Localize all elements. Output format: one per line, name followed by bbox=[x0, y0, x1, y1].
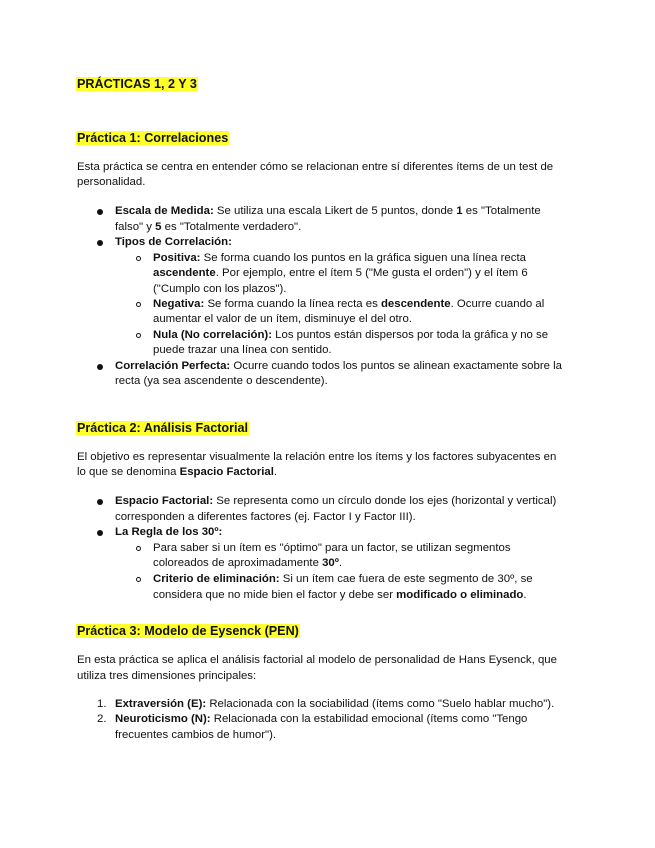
p1-sub-negativa-text2: . Ocurre cuando al bbox=[450, 298, 545, 310]
p3-item-neuroticismo-line-2: frecuentes cambios de humor"). bbox=[115, 729, 277, 741]
p3-item-neuroticismo-label: Neuroticismo (N): bbox=[115, 713, 211, 725]
sub-bullet-icon bbox=[136, 302, 141, 307]
p1-sub-nula-line-2: puede trazar una línea con sentido. bbox=[153, 344, 332, 356]
p2-sub-optimo-text: coloreados de aproximadamente bbox=[153, 557, 323, 569]
p1-sub-negativa-line-1 bbox=[153, 297, 544, 313]
p2-sub-optimo-end: . bbox=[338, 557, 343, 569]
p1-bullet-escala-label: Escala de Medida: bbox=[115, 205, 214, 217]
section-heading-3 bbox=[76, 623, 300, 641]
bullet-icon bbox=[97, 530, 103, 536]
p3-item-extraversion-text: Relacionada con la sociabilidad (ítems como "Suelo hablar mucho"). bbox=[206, 698, 555, 710]
p1-bullet-perfecta-line-1 bbox=[115, 359, 562, 375]
bullet-icon bbox=[97, 209, 103, 215]
p1-bullet-escala-text: Se utiliza una escala Likert de 5 puntos, donde bbox=[213, 205, 457, 217]
p1-bullet-tipos bbox=[115, 235, 232, 251]
p2-intro-line-1: El objetivo es representar visualmente la relación entre los ítems y los factores subyacentes en bbox=[77, 451, 557, 463]
p1-sub-nula-line-1 bbox=[153, 328, 548, 344]
sub-bullet-icon bbox=[136, 546, 141, 551]
section-heading-1-text: Práctica 1: Correlaciones bbox=[77, 131, 229, 145]
p1-bullet-perfecta-text: Ocurre cuando todos los puntos se alinean exactamente sobre la bbox=[230, 360, 563, 372]
p1-bullet-escala-line-1 bbox=[115, 204, 541, 220]
p2-bullet-regla-label: La Regla de los 30º: bbox=[115, 526, 223, 538]
section-heading-2-text: Práctica 2: Análisis Factorial bbox=[77, 421, 249, 435]
page-title-text: PRÁCTICAS 1, 2 Y 3 bbox=[77, 77, 197, 91]
section-heading-1 bbox=[76, 130, 229, 148]
p2-bullet-espacio-line-1 bbox=[115, 494, 556, 510]
p1-bullet-escala-text2: es "Totalmente bbox=[462, 205, 541, 217]
p2-bullet-espacio-text: Se representa como un círculo donde los ejes (horizontal y vertical) bbox=[213, 495, 557, 507]
page-title bbox=[76, 76, 198, 94]
p2-sub-optimo-line-1: Para saber si un ítem es "óptimo" para un factor, se utilizan segmentos bbox=[153, 542, 511, 554]
p2-sub-criterio-line-1 bbox=[153, 572, 533, 588]
p3-intro-line-1: En esta práctica se aplica el análisis factorial al modelo de personalidad de Hans Eysenck, que bbox=[77, 654, 557, 666]
p1-bullet-perfecta-label: Correlación Perfecta: bbox=[115, 360, 231, 372]
p2-bullet-espacio-label: Espacio Factorial: bbox=[115, 495, 214, 507]
p1-bullet-escala-num2: 5 bbox=[155, 221, 162, 233]
p1-sub-negativa-bold: descendente bbox=[380, 298, 451, 310]
p3-item-extraversion-label: Extraversión (E): bbox=[115, 698, 207, 710]
p2-sub-optimo-bold: 30º bbox=[322, 557, 339, 569]
p1-sub-positiva-line-3: ("Cumplo con los plazos"). bbox=[153, 283, 287, 295]
list-number: 1. bbox=[97, 698, 107, 710]
p1-sub-nula-text: Los puntos están dispersos por toda la gráfica y no se bbox=[271, 329, 549, 341]
p2-intro-text: lo que se denomina bbox=[77, 466, 180, 478]
p1-sub-negativa-label: Negativa: bbox=[153, 298, 205, 310]
p3-item-neuroticismo-text: Relacionada con la estabilidad emocional (ítems como "Tengo bbox=[210, 713, 528, 725]
bullet-icon bbox=[97, 364, 103, 370]
list-number: 2. bbox=[97, 713, 107, 725]
p1-sub-nula-label: Nula (No correlación): bbox=[153, 329, 272, 341]
p2-sub-optimo-line-2 bbox=[153, 556, 342, 572]
p2-bullet-espacio-line-2: corresponden a diferentes factores (ej. Factor I y Factor III). bbox=[115, 511, 416, 523]
p1-sub-negativa-text: Se forma cuando la línea recta es bbox=[204, 298, 381, 310]
p2-sub-criterio-bold: modificado o eliminado bbox=[396, 589, 524, 601]
p2-bullet-regla bbox=[115, 525, 222, 541]
p2-sub-criterio-end: . bbox=[523, 589, 527, 601]
p1-intro-line-1: Esta práctica se centra en entender cómo se relacionan entre sí diferentes ítems de un test de bbox=[77, 161, 554, 173]
p1-bullet-escala-text4: es "Totalmente verdadero". bbox=[161, 221, 302, 233]
bullet-icon bbox=[97, 240, 103, 246]
p2-sub-criterio-text2: considera que no mide bien el factor y debe ser bbox=[153, 589, 397, 601]
sub-bullet-icon bbox=[136, 577, 141, 582]
bullet-icon bbox=[97, 499, 103, 505]
p1-sub-positiva-text: Se forma cuando los puntos en la gráfica siguen una línea recta bbox=[200, 252, 526, 264]
section-heading-2 bbox=[76, 420, 249, 438]
p2-sub-criterio-text: Si un ítem cae fuera de este segmento de 30º, se bbox=[279, 573, 533, 585]
p1-sub-positiva-line-1 bbox=[153, 251, 526, 267]
p1-intro-line-2: personalidad. bbox=[77, 176, 146, 188]
p2-intro-end: . bbox=[273, 466, 278, 478]
p3-item-neuroticismo-line-1 bbox=[115, 712, 527, 728]
p1-bullet-escala-text3: falso" y bbox=[115, 221, 156, 233]
p1-bullet-tipos-label: Tipos de Correlación: bbox=[115, 236, 232, 248]
p2-sub-criterio-line-2 bbox=[153, 588, 527, 604]
p1-bullet-perfecta-line-2: recta (ya sea ascendente o descendente). bbox=[115, 375, 328, 387]
p1-sub-positiva-label: Positiva: bbox=[153, 252, 201, 264]
p1-sub-negativa-line-2: aumentar el valor de un ítem, disminuye el del otro. bbox=[153, 313, 412, 325]
p1-bullet-escala-num1: 1 bbox=[456, 205, 463, 217]
p1-sub-positiva-text2: . Por ejemplo, entre el ítem 5 ("Me gusta el orden") y el ítem 6 bbox=[215, 267, 528, 279]
section-heading-3-text: Práctica 3: Modelo de Eysenck (PEN) bbox=[77, 624, 299, 638]
p1-sub-positiva-bold: ascendente bbox=[153, 267, 216, 279]
p2-sub-criterio-label: Criterio de eliminación: bbox=[153, 573, 280, 585]
p2-intro-line-2 bbox=[77, 465, 277, 481]
p1-bullet-escala-line-2 bbox=[115, 220, 301, 236]
sub-bullet-icon bbox=[136, 256, 141, 261]
p1-sub-positiva-line-2 bbox=[153, 266, 528, 282]
p2-intro-bold: Espacio Factorial bbox=[179, 466, 274, 478]
sub-bullet-icon bbox=[136, 333, 141, 338]
p3-item-extraversion bbox=[115, 697, 554, 713]
p3-intro-line-2: utiliza tres dimensiones principales: bbox=[77, 670, 257, 682]
